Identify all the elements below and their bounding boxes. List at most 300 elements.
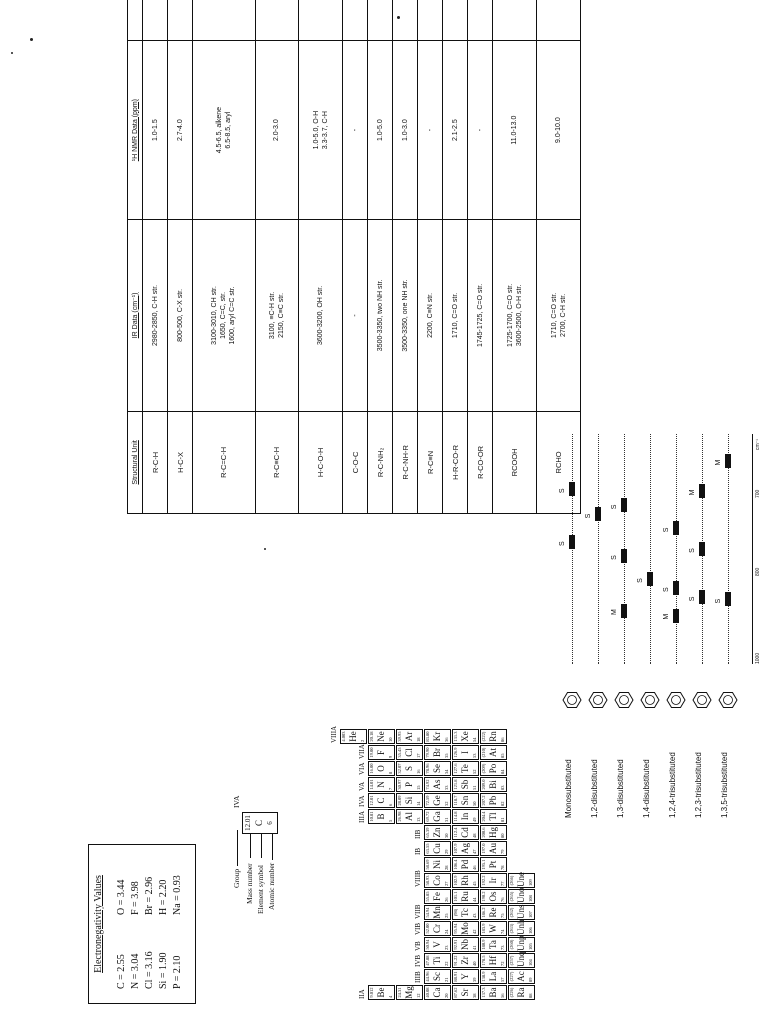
element-number: 86 [500,737,505,742]
key-symbol-label: Element symbol [256,865,265,914]
table-row [493,0,537,514]
element-mass: 207.2 [481,795,486,806]
element-mass: 114.8 [453,811,458,822]
band-intensity: S [559,541,566,546]
cell-ir-data: 3100, ≡C-H str. 2150, C≡C str. [255,220,299,412]
en-value: C = 2.55 [116,954,127,989]
element-number: 53 [472,753,477,758]
element-number: 8 [388,771,393,774]
element-symbol: Zn [432,827,442,838]
element-symbol: Sc [432,972,442,981]
element-mass: 78.96 [425,763,430,774]
band-intensity: S [611,504,618,510]
element-mass: 50.94 [425,939,430,950]
element-cell [480,921,507,936]
cell-ir-data: 3500-3350, one NH str. [393,220,418,412]
element-symbol: Cd [460,827,470,838]
element-symbol: Hf [488,955,498,966]
element-symbol: As [432,779,442,790]
element-cell [452,809,479,824]
element-mass: 137.3 [481,987,486,998]
scan-speck [30,38,33,41]
element-symbol: Ca [432,987,442,998]
element-cell [424,825,451,840]
substitution-label: 1,2,4-trisubstituted [668,752,677,818]
cell-ir-data: 800-500, C-X str. [168,220,193,412]
element-symbol: Fe [432,892,442,901]
element-mass: 83.80 [425,731,430,742]
element-number: 43 [472,913,477,918]
col-structural-unit: Structural Unit [128,411,143,513]
element-number: 84 [500,769,505,774]
en-value: Br = 2.96 [144,876,155,915]
element-mass: 87.62 [453,987,458,998]
element-number: 41 [472,945,477,950]
substitution-row [560,410,584,824]
element-mass: (260) [509,939,514,950]
element-cell [480,761,507,776]
substitution-label: 1,2-disubstituted [590,759,599,818]
key-leader [237,830,238,866]
band-intensity: S [637,578,644,583]
en-value: Na = 0.93 [172,875,183,915]
element-mass: (262) [509,907,514,918]
element-mass: (226) [509,987,514,998]
element-number: 47 [472,849,477,854]
element-mass: (263) [509,923,514,934]
cell-c-nmr [493,0,537,41]
element-number: 44 [472,897,477,902]
element-mass: 58.69 [425,859,430,870]
element-number: 23 [444,945,449,950]
element-mass: 40.08 [425,987,430,998]
element-number: 2 [360,739,365,742]
substitution-label: 1,3-disubstituted [616,759,625,818]
element-number: 54 [472,737,477,742]
table-row [143,0,168,514]
element-mass: 178.5 [481,955,486,966]
cell-h-nmr: 4.5-6.5, alkene 6.5-8.5, aryl [193,41,256,220]
element-number: 38 [472,993,477,998]
element-mass: 79.90 [425,747,430,758]
element-number: 33 [444,785,449,790]
group-label: VB [414,941,422,951]
absorption-band [715,593,731,607]
absorption-band [637,572,653,586]
element-cell [424,969,451,984]
electronegativity-box [88,844,196,1004]
absorption-band [559,482,575,496]
element-mass: 28.09 [397,795,402,806]
element-cell [368,761,395,776]
element-cell [452,953,479,968]
element-symbol: Ir [488,877,498,884]
element-number: 15 [416,785,421,790]
element-mass: 55.85 [425,891,430,902]
element-number: 40 [472,961,477,966]
element-mass: 63.55 [425,843,430,854]
cell-ir-data: 2200, C≡N str. [418,220,443,412]
absorption-band [585,507,601,521]
element-cell [368,985,395,1000]
group-label: VIA [358,762,366,775]
band-intensity: M [611,609,618,615]
substitution-row [664,410,688,824]
element-symbol: Unq [516,951,526,967]
key-leader [261,834,262,858]
cell-ir-data: - [343,220,368,412]
element-mass: 10.81 [369,811,374,822]
element-number: 78 [500,865,505,870]
absorption-band [663,521,679,535]
cell-c-nmr [368,0,393,41]
cell-h-nmr: 2.1-2.5 [443,41,468,220]
cell-ir-data: 1725-1700, C=O str. 3600-2500, O-H str. [493,220,537,412]
element-cell [424,953,451,968]
element-mass: 200.6 [481,827,486,838]
axis-line [752,434,753,664]
element-cell [480,825,507,840]
element-cell [368,809,395,824]
group-label: IB [414,848,422,855]
substitution-baseline [650,434,651,664]
element-number: 83 [500,785,505,790]
element-symbol: Br [432,748,442,757]
element-mass: 121.8 [453,779,458,790]
element-symbol: Au [488,843,498,854]
table-row [468,0,493,514]
substitution-label: 1,2,3-trisubstituted [694,752,703,818]
substitution-row [612,410,636,824]
element-symbol: Rh [460,875,470,886]
group-label: IIB [414,829,422,839]
element-mass: 183.9 [481,923,486,934]
cell-c-nmr [299,0,343,41]
element-cell [424,985,451,1000]
element-mass: 19.00 [369,747,374,758]
absorption-band [689,542,705,556]
cell-h-nmr: - [418,41,443,220]
band-intensity: S [585,513,592,519]
benzene-ring-icon [638,688,662,712]
element-symbol: Ru [460,891,470,902]
en-value: O = 3.44 [116,879,127,915]
element-symbol: Mg [404,986,414,999]
element-cell [480,969,507,984]
substitution-label: 1,3,5-trisubstituted [720,752,729,818]
key-example-cell [242,812,278,834]
element-symbol: Sn [460,795,470,806]
element-cell [508,937,535,952]
element-number: 77 [500,881,505,886]
element-symbol: N [376,781,386,788]
key-group-value: IVA [232,795,241,808]
element-cell [424,921,451,936]
element-mass: 102.9 [453,875,458,886]
element-number: 17 [416,753,421,758]
key-mass-value: 12.01 [244,815,252,831]
cell-structural-unit: H-R-CO-R [443,411,468,513]
en-value: Si = 1.90 [158,952,169,989]
cell-c-nmr [255,0,299,41]
table-body [143,0,581,514]
periodic-table [300,566,540,1024]
element-symbol: Ne [376,731,386,742]
element-mass: (222) [481,731,486,742]
element-symbol: At [488,748,498,757]
cell-structural-unit: R-C-NH₂ [368,411,393,513]
cell-structural-unit: RCHO [537,411,581,513]
element-symbol: Mo [460,922,470,935]
element-cell [396,809,423,824]
element-symbol: W [488,924,498,933]
element-number: 25 [444,913,449,918]
element-cell [480,745,507,760]
element-mass: 72.59 [425,795,430,806]
en-value: H = 2.20 [158,879,169,915]
element-mass: 192.2 [481,875,486,886]
group-label: VA [358,781,366,791]
element-symbol: Pt [488,860,498,869]
element-number: 6 [388,803,393,806]
element-number: 5 [388,819,393,822]
element-mass: 197.0 [481,843,486,854]
element-cell [452,889,479,904]
cell-structural-unit: R-CO-OR [468,411,493,513]
key-atomic-label: Atomic number [267,862,276,910]
element-cell [480,937,507,952]
group-label: VIIIA [330,725,338,743]
element-cell [424,793,451,808]
element-cell [368,793,395,808]
element-cell [508,985,535,1000]
en-value: Cl = 3.16 [144,951,155,989]
cell-ir-data: 1710, C=O str. 2700, C-H str. [537,220,581,412]
element-cell [424,889,451,904]
element-mass: 204.4 [481,811,486,822]
element-number: 10 [388,737,393,742]
element-symbol: Zr [460,956,470,965]
element-symbol: Ar [404,731,414,742]
element-cell [424,745,451,760]
cell-c-nmr [418,0,443,41]
element-number: 56 [500,993,505,998]
group-label: VIIB [414,904,422,919]
element-number: 36 [444,737,449,742]
element-mass: 32.07 [397,763,402,774]
element-mass: 69.72 [425,811,430,822]
absorption-band [611,498,627,512]
element-number: 16 [416,769,421,774]
benzene-ring-icon [664,688,688,712]
element-number: 108 [528,895,533,902]
element-mass: (227) [509,971,514,982]
element-mass: 106.4 [453,859,458,870]
element-symbol: In [460,812,470,821]
element-mass: 26.98 [397,811,402,822]
element-mass: 4.003 [341,731,346,742]
cell-c-nmr [168,0,193,41]
group-label: VIIA [358,744,366,759]
substitution-row [638,410,662,824]
element-cell [508,953,535,968]
element-cell [368,777,395,792]
element-cell [396,729,423,744]
element-symbol: La [488,971,498,982]
table-row [255,0,299,514]
group-label: IVA [358,795,366,807]
substitution-baseline [676,434,677,664]
group-label: IIIB [414,971,422,983]
element-number: 21 [444,977,449,982]
element-cell [368,745,395,760]
absorption-band [689,484,705,498]
element-cell [424,809,451,824]
col-h-nmr: ¹H NMR Data (ppm) [128,41,143,220]
element-symbol: Une [516,872,526,887]
element-cell [508,905,535,920]
benzene-ring-icon [716,688,740,712]
element-number: 74 [500,929,505,934]
element-symbol: V [432,941,442,948]
element-cell [452,745,479,760]
element-cell [452,985,479,1000]
element-cell [452,873,479,888]
element-number: 73 [500,945,505,950]
element-cell [452,905,479,920]
element-symbol: Re [488,907,498,918]
element-mass: 92.91 [453,939,458,950]
cell-h-nmr: - [468,41,493,220]
element-mass: 24.31 [397,987,402,998]
cell-structural-unit: R-C-H [143,411,168,513]
element-symbol: Cl [404,748,414,757]
element-number: 104 [528,959,533,966]
element-cell [452,793,479,808]
element-number: 24 [444,929,449,934]
element-number: 22 [444,961,449,966]
element-mass: 127.6 [453,763,458,774]
cell-structural-unit: H-C-X [168,411,193,513]
element-number: 107 [528,911,533,918]
element-mass: (265) [509,891,514,902]
element-number: 30 [444,833,449,838]
scan-speck [11,52,13,54]
substitution-label: Monosubstituted [564,759,573,818]
element-number: 109 [528,879,533,886]
electronegativity-left-column [115,951,185,989]
element-number: 39 [472,977,477,982]
cell-ir-data: 1710, C=O str. [443,220,468,412]
element-symbol: P [404,782,414,788]
element-cell [424,841,451,856]
element-symbol: He [348,731,358,742]
band-intensity: S [663,587,670,592]
cell-structural-unit: R-C-NH-R [393,411,418,513]
element-symbol: Co [432,875,442,886]
element-mass: (98) [453,908,458,917]
element-number: 7 [388,787,393,790]
element-mass: 190.2 [481,891,486,902]
element-symbol: S [404,766,414,772]
cell-ir-data: 3500-3350, two NH str. [368,220,393,412]
element-mass: 65.39 [425,827,430,838]
element-symbol: Ni [432,860,442,869]
table-row [393,0,418,514]
absorption-band [559,535,575,549]
element-symbol: Si [404,796,414,805]
key-symbol-value: C [254,820,264,827]
substitution-label: 1,4-disubstituted [642,759,651,818]
element-symbol: Mn [432,906,442,919]
element-number: 29 [444,849,449,854]
element-symbol: Se [432,764,442,773]
element-symbol: Sr [460,988,470,997]
en-value: N = 3.04 [130,953,141,989]
element-number: 52 [472,769,477,774]
element-cell [452,841,479,856]
element-mass: 101.1 [453,891,458,902]
key-leader [272,834,273,860]
element-symbol: Ac [516,971,526,982]
element-number: 49 [472,817,477,822]
element-cell [508,873,535,888]
element-cell [424,905,451,920]
table-row [193,0,256,514]
element-symbol: Bi [488,780,498,789]
element-symbol: Hg [488,827,498,838]
element-mass: 39.95 [397,731,402,742]
substitution-row [690,410,714,824]
element-mass: 16.00 [369,763,374,774]
group-label: IIIA [358,810,366,823]
element-cell [480,889,507,904]
element-number: 89 [528,977,533,982]
group-label: IIA [358,989,366,999]
element-symbol: F [376,750,386,756]
cell-h-nmr: - [343,41,368,220]
element-number: 76 [500,897,505,902]
element-mass: 95.94 [453,923,458,934]
wavenumber-axis [750,434,766,664]
table-row [299,0,343,514]
element-mass: 30.97 [397,779,402,790]
absorption-band [663,609,679,623]
group-label: VIIIB [414,870,422,887]
cell-c-nmr [343,0,368,41]
en-value: F = 3.98 [130,881,141,915]
element-mass: 91.22 [453,955,458,966]
element-number: 18 [416,737,421,742]
axis-tick: 800 [755,567,761,576]
key-mass-label: Mass number [245,863,254,904]
element-cell [452,921,479,936]
element-cell [368,729,395,744]
element-cell [480,985,507,1000]
element-cell [424,857,451,872]
band-intensity: M [663,613,670,620]
element-cell [452,729,479,744]
element-number: 9 [388,755,393,758]
element-cell [480,953,507,968]
absorption-band [611,549,627,563]
element-number: 34 [444,769,449,774]
element-number: 45 [472,881,477,886]
cell-ir-data: 1745-1725, C=O str. [468,220,493,412]
element-number: 14 [416,801,421,806]
cell-ir-data: 2980-2850, C-H str. [143,220,168,412]
element-symbol: Os [488,891,498,902]
